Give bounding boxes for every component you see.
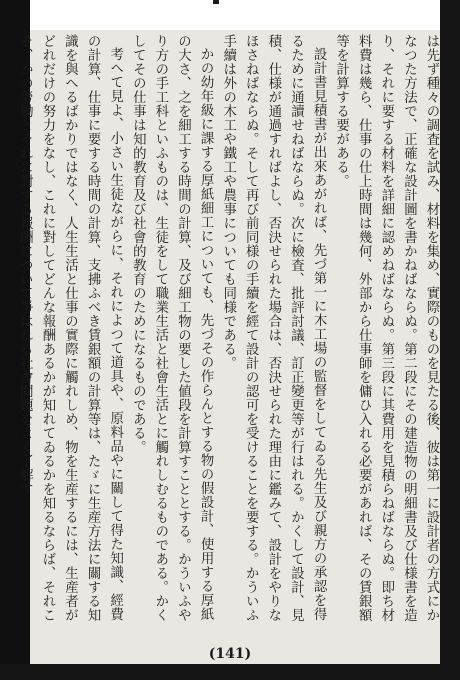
paragraph-continuation: は先ず種々の調査を試み、材料を集め、實際のものを見たる後、彼は第一に設計者の方式にかなつた方法で、正確な設計圖を書かねばならぬ。第二段にその建造物の明細書及び仕様書を造り、それに要する材料を詳細に認めねばならぬ。第三段に其費用を見積らねばならぬ。即ち材料費は幾ら、仕事の仕上時間は幾何、外部から仕事師を傭ひ入れる必要があれば、その賃銀額等を計算する要がある。 [333,34,439,622]
paragraph-approval: 設計書見積書が出來あがれば、先づ第一に木工場の監督をしてゐる先生及び親方の承認を得るために通讀せねばならぬ。次に檢査、批評討議、訂正變更等が行はれる。かくして設計、見積、仕様が通過すればよし、否決せられた場合は、否決せられた理由に鑑みて、設計をやりなほさねばならぬ。そして再び前同様の手續を經て設計の認可を受けることを要する。かういふ手續は外の木工や鐵工や農事についても同様である。 [220,34,327,622]
paragraph-consider: 考へて見よ、小さい生徒ながらに、それによつて道具や、原料品やに關して得た知識、經費の計算、仕事に要する時間の計算、支拂ふべき賃銀額の計算等は、たゞに生産方法に關する知識を與へるばかりではなく、人生生活と仕事の實際に觸れしめ、物を生産するには、生産者がどれだけの努力をなし、これに對してどんな報酬あるかが知れてゐるかを知るならば、それこそ、かの勞働とそれに對する報酬について爭はれる社會問題をよく了解す [17,34,123,622]
page-number: (141) [208,646,252,662]
scan-border-bottom [0,664,460,680]
top-margin-mark [213,0,219,4]
vertical-text-body [17,34,442,622]
scan-margin-top [0,0,460,30]
scan-border-right [440,0,460,680]
paragraph-cardboard: かの幼年級に課する厚紙細工についても、先づその作らんとする物の假設計、使用する厚紙の大さ、之を細工する時間の計算、及び細工物の要した値段を計算すこととする。かういふやり方の手工科といふものは、生徒をして職業生活と社會生活とに觸れしむるものである。かくしてその仕事は知的教育及び社會的教育のためになるものである。 [130,34,214,622]
